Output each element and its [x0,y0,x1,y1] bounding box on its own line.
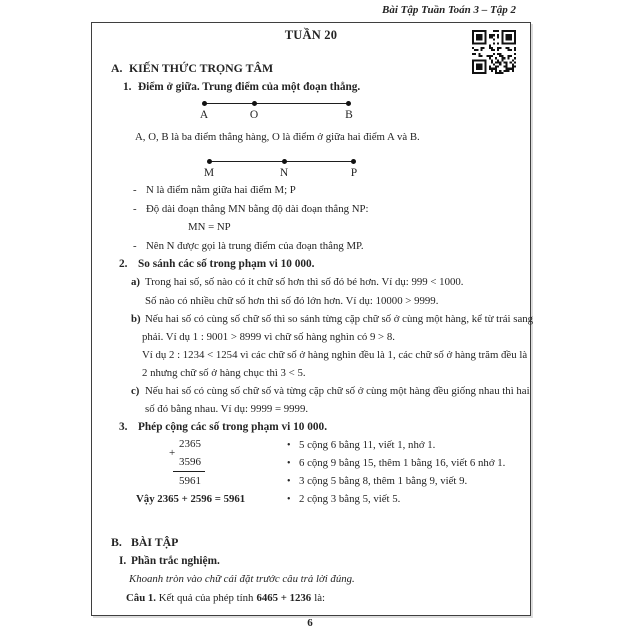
subitem-b-line-1: b) Nếu hai số có cùng số chữ số thì so sánh từng cặp chữ số ở cùng một hàng, kể từ trái sang [131,313,534,325]
item-1-heading: 1. Điểm ở giữa. Trung điểm của một đoạn thẳng. [123,81,361,93]
point-label: B [345,109,353,121]
note-midpoint-3: - Nên N được gọi là trung điểm của đoạn thẳng MP. [133,239,364,252]
subitem-c-line-1: c) Nếu hai số có cùng số chữ số và từng cặp chữ số ở cùng một hàng đều giống nhau thì hai [131,385,530,397]
point-dot [202,101,207,106]
point-label: O [249,109,259,121]
segment-diagram-mnp [203,154,358,184]
step-4: • 2 cộng 3 bằng 5, viết 5. [287,492,401,505]
section-b-heading: B. BÀI TẬP [111,535,179,549]
content-frame [91,22,534,616]
point-label: M [203,167,215,179]
note-midpoint-1: - N là điểm nằm giữa hai điểm M; P [133,184,296,196]
step-2: • 6 cộng 9 bằng 15, thêm 1 bằng 16, viết 6 nhớ 1. [287,456,506,469]
subitem-b-line-2: phải. Ví dụ 1 : 9001 > 8999 vì chữ số hàng nghìn có 9 > 8. [142,331,395,343]
point-dot [282,159,287,164]
running-header: Bài Tập Tuần Toán 3 – Tập 2 [382,4,516,16]
point-dot [346,101,351,106]
addend-2: 3596 [179,456,201,468]
section-a-label: A. [111,61,123,75]
item-2-heading: 2. So sánh các số trong phạm vi 10 000. [119,258,315,270]
point-label: N [279,167,289,179]
item-3-heading: 3. Phép cộng các số trong phạm vi 10 000. [119,421,328,433]
subitem-b-line-4: 2 nhưng chữ số ở hàng chục thì 3 < 5. [142,367,306,379]
plus-sign: + [169,447,176,459]
point-dot [252,101,257,106]
page-number: 6 [307,617,313,629]
part-i-heading: I. Phần trắc nghiệm. [119,554,220,567]
section-a-heading: A. KIẾN THỨC TRỌNG TÂM [111,61,274,75]
subitem-c-line-2: số đó bằng nhau. Ví dụ: 9999 = 9999. [145,403,309,415]
point-label: A [199,109,209,121]
sum-value: 5961 [179,475,201,487]
note-midpoint-2: - Độ dài đoạn thẳng MN bằng độ dài đoạn thẳng NP: [133,202,369,215]
qr-code-icon [472,30,516,74]
subitem-b-line-3: Ví dụ 2 : 1234 < 1254 vì các chữ số ở hàng nghìn đều là 1, các chữ số ở hàng trăm đều là [142,349,528,361]
step-3: • 3 cộng 5 bằng 8, thêm 1 bằng 9, viết 9. [287,474,468,487]
week-title: TUẦN 20 [284,28,338,42]
formula-mn-np: MN = NP [188,221,231,233]
subitem-a-line-2: Số nào có nhiều chữ số hơn thì số đó lớn hơn. Ví dụ: 10000 > 9999. [145,294,439,307]
addend-1: 2365 [179,438,201,450]
point-dot [207,159,212,164]
addition-conclusion: Vậy 2365 + 2596 = 5961 [136,492,246,505]
point-dot [351,159,356,164]
sum-rule [173,471,205,472]
segment-line [204,103,349,104]
segment-diagram-aob [199,96,353,126]
point-label: P [350,167,358,179]
question-1: Câu 1. Kết quả của phép tính 6465 + 1236 là: [126,591,325,604]
subitem-a-line-1: a) Trong hai số, số nào có ít chữ số hơn thì số đó bé hơn. Ví dụ: 999 < 1000. [131,276,464,288]
question-1-label: Câu 1. [126,591,156,604]
question-1-expression: 6465 + 1236 [256,591,312,604]
step-1: • 5 cộng 6 bằng 11, viết 1, nhớ 1. [287,438,436,451]
instruction-text: Khoanh tròn vào chữ cái đặt trước câu trả lời đúng. [129,573,355,585]
paragraph-aob: A, O, B là ba điểm thẳng hàng, O là điểm ở giữa hai điểm A và B. [135,131,420,143]
